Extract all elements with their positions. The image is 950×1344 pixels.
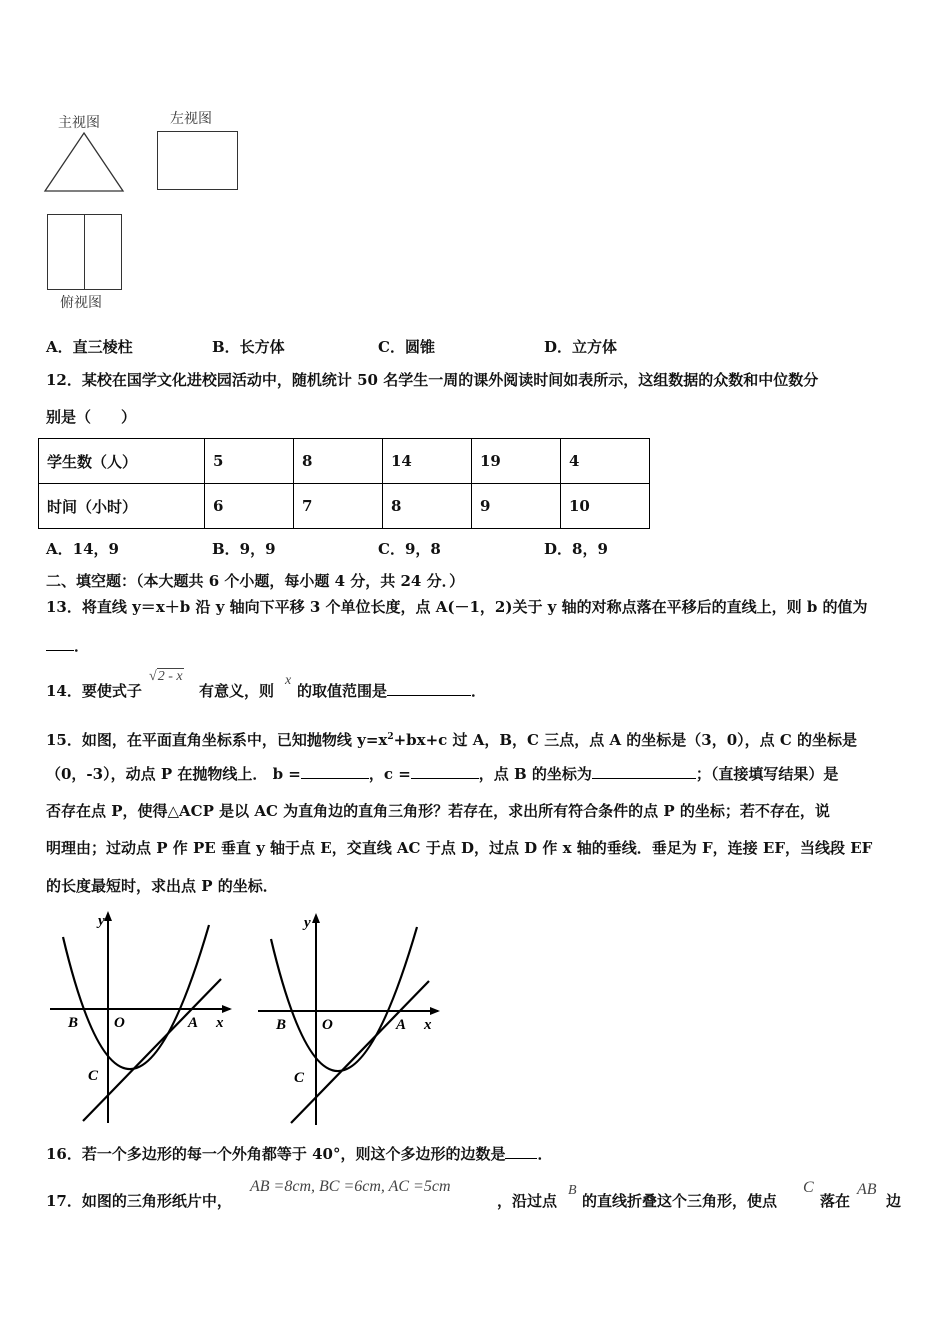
top-view-label: 俯视图: [60, 295, 102, 311]
table-row: [39, 484, 650, 529]
q14-sqrt-expression: √2 - x: [149, 669, 183, 684]
x-axis-arrow: [430, 1007, 440, 1015]
point-a-label: A: [396, 1017, 407, 1033]
q11-option-a: A．直三棱柱: [46, 338, 133, 356]
point-c-label: C: [88, 1068, 99, 1084]
y-axis-arrow: [312, 913, 320, 923]
q17-end: 边: [886, 1192, 902, 1210]
q15-line4: 明理由；过动点 P 作 PE 垂直 y 轴于点 E，交直线 AC 于点 D，过点 D 作 x 轴的垂线．垂足为 F，连接 EF，当线段 EF: [46, 839, 873, 857]
x-axis-arrow: [222, 1005, 232, 1013]
parabola-curve: [63, 925, 209, 1069]
q15-line2-d: ，点 B 的坐标为: [478, 765, 592, 783]
front-view-triangle: [40, 128, 130, 198]
q13-end: ．: [74, 637, 90, 655]
table-cell: 4: [561, 439, 650, 484]
table-cell: 7: [294, 484, 383, 529]
table-cell: 10: [561, 484, 650, 529]
q15-line2-b: b =: [272, 765, 301, 783]
q15-line3: 否存在点 P，使得△ACP 是以 AC 为直角边的直角三角形？若存在，求出所有符合条件的点 P 的坐标；若不存在，说: [46, 802, 830, 820]
q14-mid: 有意义，则: [199, 682, 275, 700]
x-label: x: [216, 1015, 224, 1031]
q17-point-c: C: [803, 1179, 814, 1196]
front-view-label: 主视图: [58, 115, 100, 131]
q15-line2-e: ；（直接填写结果）是: [695, 765, 839, 783]
q12-option-b: B．9，9: [212, 540, 276, 558]
q11-option-b: B．长方体: [212, 338, 285, 356]
q16-text: [46, 1144, 553, 1164]
q13-line2: [46, 636, 89, 656]
q12-option-d: D．8，9: [544, 540, 608, 558]
q16-text-main: 16．若一个多边形的每一个外角都等于 40°，则这个多边形的边数是: [46, 1145, 506, 1163]
q17-mid3: 落在: [820, 1192, 851, 1210]
table-row: [39, 439, 650, 484]
table-cell: 9: [472, 484, 561, 529]
q17-mid1: ，沿过点: [497, 1192, 558, 1210]
q14-answer-blank: [387, 681, 471, 696]
point-c-label: C: [294, 1070, 305, 1086]
q15-line2-c: ，c =: [368, 765, 411, 783]
point-a-label: A: [188, 1015, 199, 1031]
y-axis-arrow: [104, 911, 112, 921]
table-row-header: 时间（小时）: [39, 484, 205, 529]
q12-option-a: A．14，9: [46, 540, 119, 558]
q14-suffix-text: 的取值范围是: [297, 682, 388, 700]
q15-line1-a: 15．如图，在平面直角坐标系中，已知抛物线 y=x: [46, 731, 388, 749]
point-b-label: B: [68, 1015, 79, 1031]
q12-line2: 别是（ ）: [46, 408, 137, 426]
table-cell: 6: [205, 484, 294, 529]
q14-prefix: 14．要使式子: [46, 682, 142, 700]
q15-line1-b: +bx+c 过 A，B，C 三点，点 A 的坐标是（3，0），点 C 的坐标是: [393, 731, 858, 749]
q17-prefix: 17．如图的三角形纸片中，: [46, 1192, 232, 1210]
q17-mid2: 的直线折叠这个三角形，使点: [582, 1192, 778, 1210]
q15-b-blank: [301, 764, 369, 779]
table-row-header: 学生数（人）: [39, 439, 205, 484]
q15-point-b-blank: [592, 764, 696, 779]
q15-line5: 的长度最短时，求出点 P 的坐标．: [46, 877, 278, 895]
parabola-graph-2: [254, 907, 444, 1129]
q15-line1: [46, 727, 857, 750]
y-label: y: [304, 915, 311, 931]
q15-c-blank: [411, 764, 479, 779]
q17-math: AB =8cm, BC =6cm, AC =5cm: [250, 1178, 451, 1195]
table-cell: 5: [205, 439, 294, 484]
q12-option-c: C．9，8: [378, 540, 441, 558]
origin-label: O: [114, 1015, 125, 1031]
q15-line2-a: （0，-3），动点 P 在抛物线上．: [46, 765, 268, 783]
q15-line1-sup: 2: [387, 732, 394, 742]
q17-segment-ab: AB: [857, 1181, 877, 1198]
q11-option-c: C．圆锥: [378, 338, 435, 356]
q15-line2: [46, 764, 838, 784]
parabola-curve: [271, 927, 417, 1071]
q12-line1: 12．某校在国学文化进校园活动中，随机统计 50 名学生一周的课外阅读时间如表所示，这组数据的众数和中位数分: [46, 371, 819, 389]
left-view-label: 左视图: [170, 111, 212, 127]
parabola-graph-1: [46, 905, 236, 1127]
y-label: y: [98, 913, 105, 929]
left-view-rectangle: [157, 131, 238, 190]
table-cell: 8: [294, 439, 383, 484]
q16-end: ．: [537, 1145, 553, 1163]
q14-end: ．: [471, 682, 487, 700]
top-view-rectangle: [47, 214, 122, 290]
q13-line1: 13．将直线 y＝x＋b 沿 y 轴向下平移 3 个单位长度，点 A(－1，2)关于 y 轴的对称点落在平移后的直线上，则 b 的值为: [46, 598, 868, 616]
section-2-heading: 二、填空题：（本大题共 6 个小题，每小题 4 分，共 24 分．）: [46, 572, 465, 590]
q13-answer-blank: [46, 636, 74, 651]
top-view-divider: [84, 215, 85, 289]
q14-suffix: [297, 681, 486, 701]
q14-var: x: [285, 673, 292, 688]
q11-option-d: D．立方体: [544, 338, 618, 356]
q17-point-b: B: [568, 1183, 577, 1198]
table-cell: 14: [383, 439, 472, 484]
x-label: x: [424, 1017, 432, 1033]
origin-label: O: [322, 1017, 333, 1033]
table-cell: 8: [383, 484, 472, 529]
q12-table: [38, 438, 650, 529]
q16-answer-blank: [505, 1144, 537, 1159]
point-b-label: B: [276, 1017, 287, 1033]
table-cell: 19: [472, 439, 561, 484]
q14-sqrt-content: 2 - x: [157, 669, 183, 684]
